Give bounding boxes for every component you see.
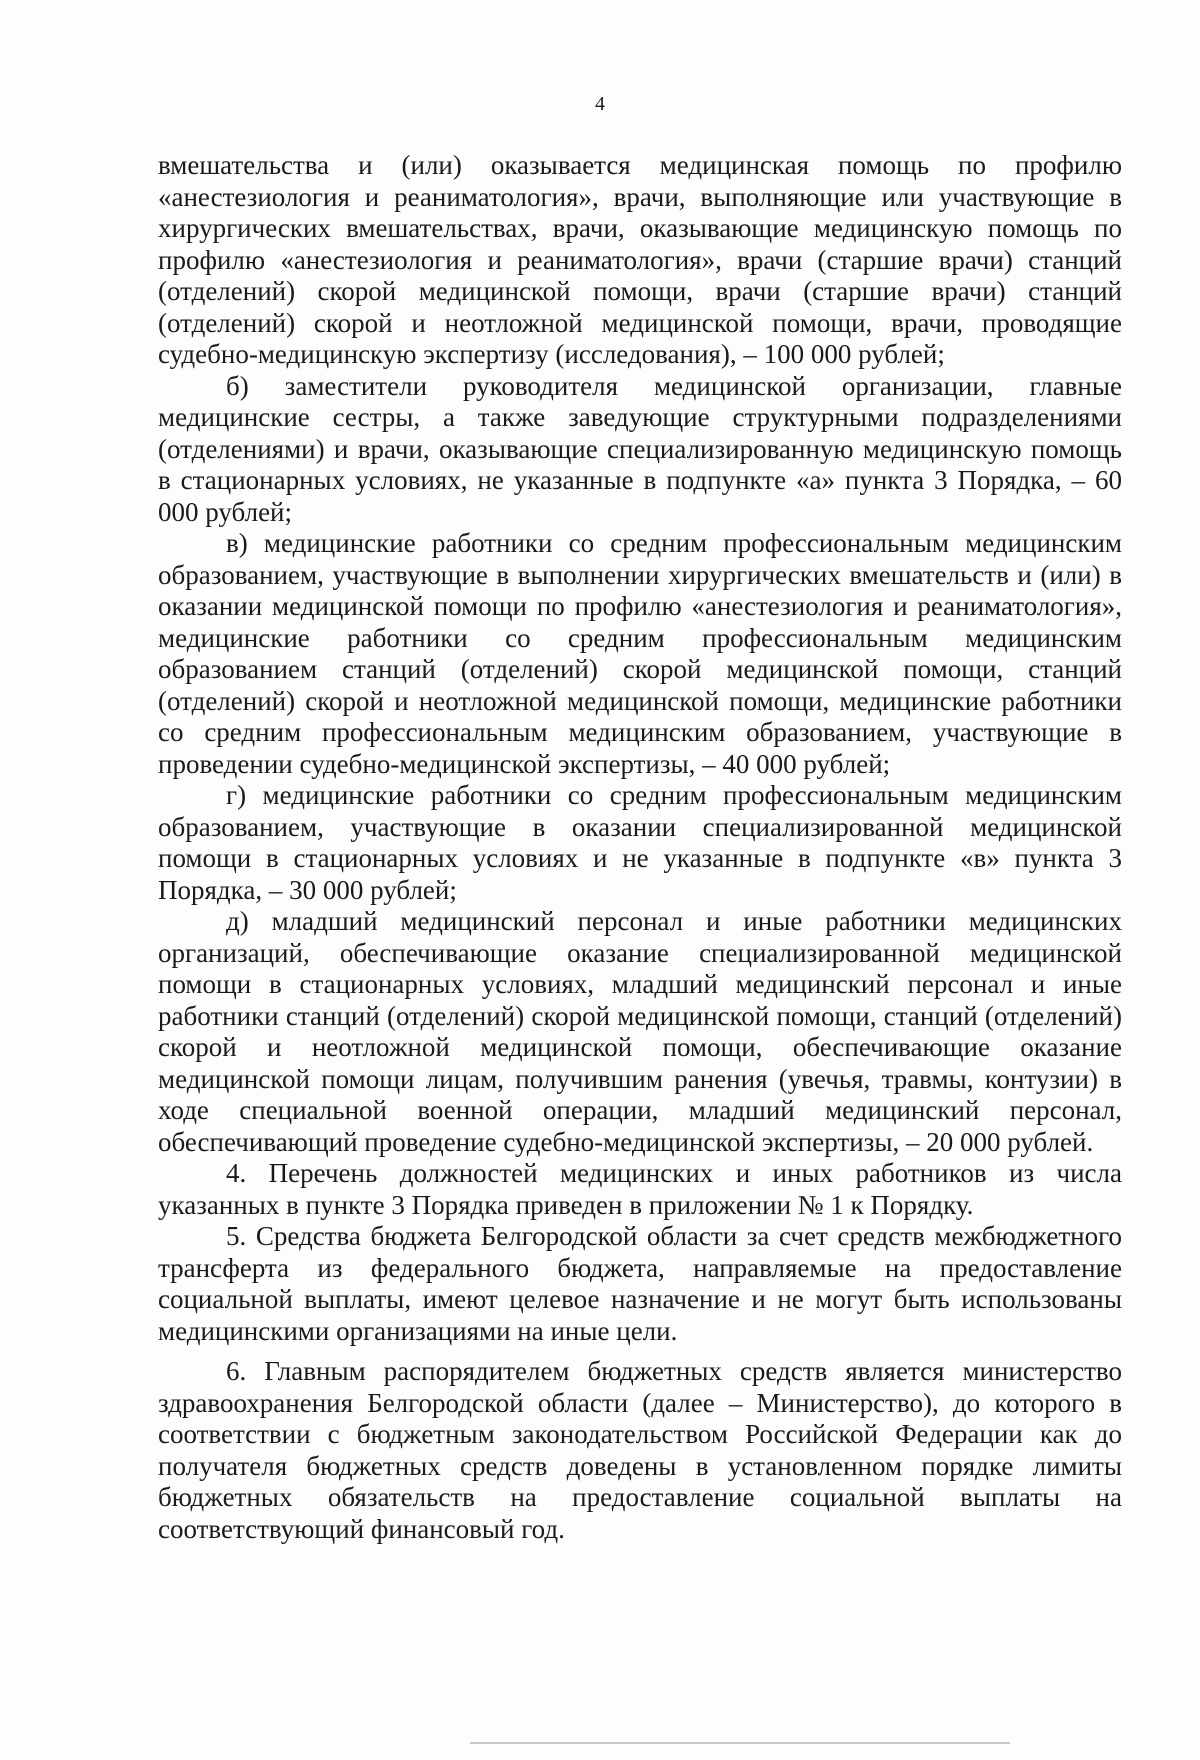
paragraph-subitem-b: б) заместители руководителя медицинской организации, главные медицинские сестры, а также заведующие структурными подразделениями (отделениями) и врачи, оказывающие специализированную медицинскую помощь в стационарных условиях, не указанные в подпункте «а» пункта 3 Порядка, – 60 000 рублей; [158,370,1122,527]
scan-artifact-line [470,1742,1010,1744]
paragraph-subitem-v: в) медицинские работники со средним профессиональным медицинским образованием, участвующие в выполнении хирургических вмешательств и (или) в оказании медицинской помощи по профилю «анестезиология и реаниматология», медицинские работники со средним профессиональным медицинским образованием станций (отделений) скорой медицинской помощи, станций (отделений) скорой и неотложной медицинской помощи, медицинские работники со средним профессиональным медицинским образованием, участвующие в проведении судебно-медицинской экспертизы, – 40 000 рублей; [158,528,1122,779]
paragraph-subitem-g: г) медицинские работники со средним профессиональным медицинским образованием, участвующие в оказании специализированной медицинской помощи в стационарных условиях и не указанные в подпункте «в» пункта 3 Порядка, – 30 000 рублей; [158,780,1122,905]
page-number: 4 [595,93,605,115]
paragraph-continuation: вмешательства и (или) оказывается медицинская помощь по профилю «анестезиология и реаниматология», врачи, выполняющие или участвующие в хирургических вмешательствах, врачи, оказывающие медицинскую помощь по профилю «анестезиология и реаниматология», врачи (старшие врачи) станций (отделений) скорой медицинской помощи, врачи (старшие врачи) станций (отделений) скорой и неотложной медицинской помощи, врачи, проводящие судебно-медицинскую экспертизу (исследования), – 100 000 рублей; [158,150,1122,369]
paragraph-item-5: 5. Средства бюджета Белгородской области за счет средств межбюджетного трансферта из федерального бюджета, направляемые на предоставление социальной выплаты, имеют целевое назначение и не могут быть использованы медицинскими организациями на иные цели. [158,1221,1122,1346]
paragraph-item-4: 4. Перечень должностей медицинских и иных работников из числа указанных в пункте 3 Порядка приведен в приложении № 1 к Порядку. [158,1158,1122,1220]
paragraph-item-6: 6. Главным распорядителем бюджетных средств является министерство здравоохранения Белгородской области (далее – Министерство), до которого в соответствии с бюджетным законодательством Российской Федерации как до получателя бюджетных средств доведены в установленном порядке лимиты бюджетных обязательств на предоставление социальной выплаты на соответствующий финансовый год. [158,1356,1122,1544]
document-body [158,150,1122,1545]
paragraph-subitem-d: д) младший медицинский персонал и иные работники медицинских организаций, обеспечивающие оказание специализированной медицинской помощи в стационарных условиях, младший медицинский персонал и иные работники станций (отделений) скорой медицинской помощи, станций (отделений) скорой и неотложной медицинской помощи, обеспечивающие оказание медицинской помощи лицам, получившим ранения (увечья, травмы, контузии) в ходе специальной военной операции, младший медицинский персонал, обеспечивающий проведение судебно-медицинской экспертизы, – 20 000 рублей. [158,906,1122,1157]
